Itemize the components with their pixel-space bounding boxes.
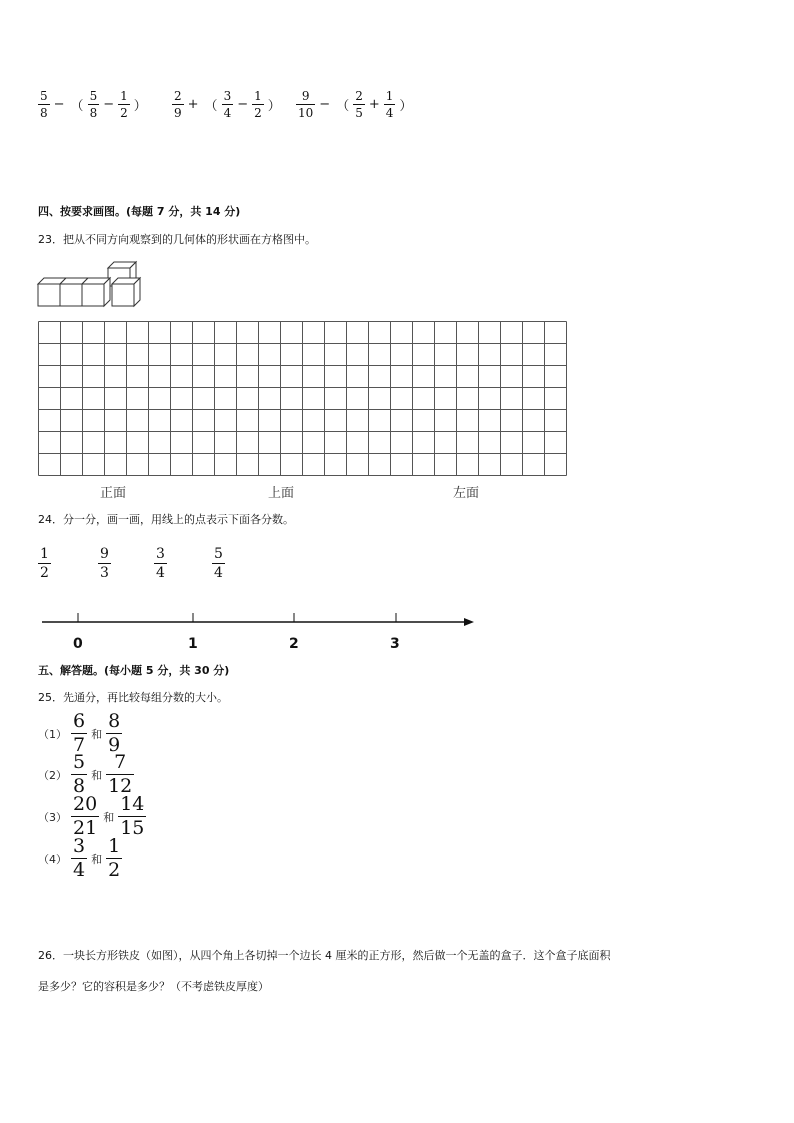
- section5-heading: 五、解答题。(每小题 5 分，共 30 分): [38, 664, 230, 677]
- fraction: $\frac{5}{8}$: [89, 89, 98, 120]
- question-26-line-2: 是多少？它的容积是多少？（不考虑铁皮厚度）: [38, 980, 269, 993]
- fraction: $\frac{9}{10}$: [298, 89, 314, 120]
- tick-label-0: 0: [73, 636, 83, 652]
- q25-item-1: （1） $\frac{6}{7}$ 和 $\frac{8}{9}$: [38, 710, 121, 756]
- fraction: $\frac{5}{8}$: [40, 89, 48, 120]
- tick-label-1: 1: [188, 636, 198, 652]
- expression-3: $\frac{9}{10}$ − （ $\frac{2}{5}$ + $\frac{1}{4}$ ）: [298, 89, 413, 120]
- q25-item-3: （3） $\frac{20}{21}$ 和 $\frac{14}{15}$: [38, 793, 145, 839]
- fraction-q24-1: $\frac{1}{2}$: [40, 546, 49, 581]
- label-top-view: 上面: [268, 486, 295, 501]
- fraction: $\frac{1}{2}$: [120, 89, 128, 120]
- drawing-grid[interactable]: [38, 321, 569, 478]
- label-left-view: 左面: [453, 486, 480, 501]
- expression-2: $\frac{2}{9}$ + （ $\frac{3}{4}$ − $\frac{1}{2}$ ）: [174, 89, 281, 120]
- question-24-text: 24．分一分，画一画，用线上的点表示下面各分数。: [38, 513, 294, 526]
- question-23-text: 23．把从不同方向观察到的几何体的形状画在方格图中。: [38, 233, 316, 246]
- expression-1: $\frac{5}{8}$ − （ $\frac{5}{8}$ − $\frac{1}{2}$ ）: [40, 89, 147, 120]
- question-26-line-1: 26．一块长方形铁皮（如图），从四个角上各切掉一个边长 4 厘米的正方形，然后做一个无盖的盒子．这个盒子底面积: [38, 949, 611, 962]
- fraction-q24-3: $\frac{3}{4}$: [156, 546, 165, 581]
- number-line[interactable]: [38, 608, 478, 634]
- section4-heading: 四、按要求画图。(每题 7 分，共 14 分): [38, 205, 241, 218]
- fraction: $\frac{1}{2}$: [254, 89, 262, 120]
- fraction-q24-2: $\frac{9}{3}$: [100, 546, 109, 581]
- q25-item-4: （4） $\frac{3}{4}$ 和 $\frac{1}{2}$: [38, 835, 121, 881]
- question-25-text: 25．先通分，再比较每组分数的大小。: [38, 691, 228, 704]
- fraction-q24-4: $\frac{5}{4}$: [214, 546, 223, 581]
- fraction: $\frac{1}{4}$: [385, 89, 394, 120]
- label-front-view: 正面: [100, 486, 127, 501]
- number-line-arrow: [464, 618, 474, 626]
- tick-label-3: 3: [390, 636, 400, 652]
- fraction: $\frac{2}{5}$: [355, 89, 363, 120]
- q25-item-2: （2） $\frac{5}{8}$ 和 $\frac{7}{12}$: [38, 751, 133, 797]
- fraction: $\frac{2}{9}$: [174, 89, 182, 120]
- fraction: $\frac{3}{4}$: [223, 89, 232, 120]
- tick-label-2: 2: [289, 636, 299, 652]
- cube-figure: [36, 256, 156, 310]
